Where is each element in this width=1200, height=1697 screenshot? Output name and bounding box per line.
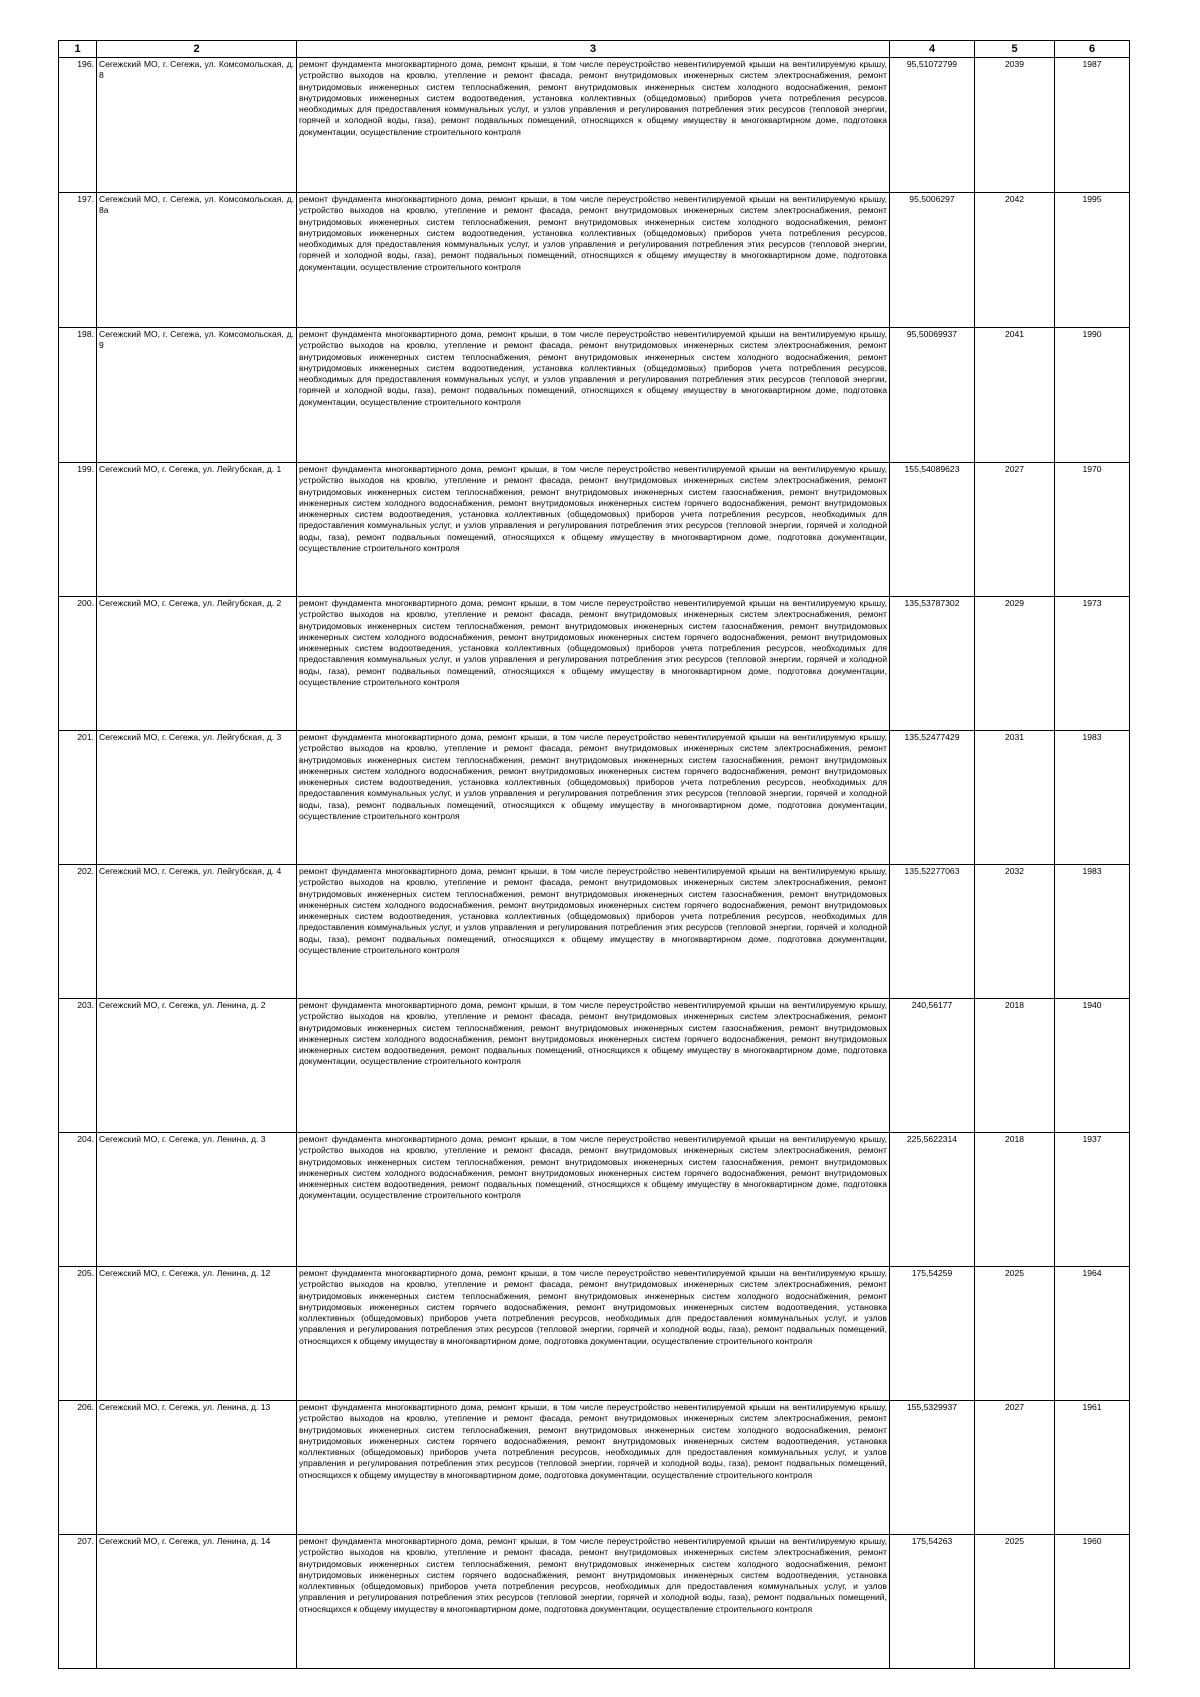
- row-address: Сегежский МО, г. Сегежа, ул. Комсомольская, д. 8а: [97, 193, 297, 328]
- header-col-3: 3: [297, 41, 890, 58]
- header-col-6: 6: [1055, 41, 1130, 58]
- row-cost: 135,52477429: [890, 731, 975, 865]
- table-row: [59, 193, 1130, 328]
- row-built-year: 1960: [1055, 1535, 1130, 1669]
- row-cost: 155,54089623: [890, 463, 975, 597]
- row-planned-year: 2039: [975, 58, 1055, 193]
- row-cost: 95,50069937: [890, 328, 975, 463]
- row-address: Сегежский МО, г. Сегежа, ул. Ленина, д. 13: [97, 1401, 297, 1535]
- row-cost: 155,5329937: [890, 1401, 975, 1535]
- row-cost: 175,54263: [890, 1535, 975, 1669]
- row-number: 200.: [59, 597, 97, 731]
- row-number: 203.: [59, 999, 97, 1133]
- row-cost: 135,53787302: [890, 597, 975, 731]
- table-row: [59, 1267, 1130, 1401]
- row-built-year: 1970: [1055, 463, 1130, 597]
- row-planned-year: 2027: [975, 463, 1055, 597]
- row-built-year: 1940: [1055, 999, 1130, 1133]
- row-number: 197.: [59, 193, 97, 328]
- row-planned-year: 2018: [975, 999, 1055, 1133]
- row-cost: 175,54259: [890, 1267, 975, 1401]
- row-address: Сегежский МО, г. Сегежа, ул. Ленина, д. 12: [97, 1267, 297, 1401]
- row-cost: 95,5006297: [890, 193, 975, 328]
- row-cost: 240,56177: [890, 999, 975, 1133]
- row-address: Сегежский МО, г. Сегежа, ул. Ленина, д. 2: [97, 999, 297, 1133]
- row-built-year: 1964: [1055, 1267, 1130, 1401]
- row-works: ремонт фундамента многоквартирного дома, ремонт крыши, в том числе переустройство невентилируемой крыши на вентилируемую крышу, устройство выходов на кровлю, утепление и ремонт фасада, ремонт внутридомовых инженерных систем электроснабжения, ремонт внутридомовых инженерных систем теплоснабжения, ремонт внутридомовых инженерных систем газоснабжения, ремонт внутридомовых инженерных систем холодного водоснабжения, ремонт внутридомовых инженерных систем горячего водоснабжения, ремонт внутридомовых инженерных систем водоотведения, ремонт подвальных помещений, относящихся к общему имуществу в многоквартирном доме, подготовка документации, осуществление строительного контроля: [297, 999, 890, 1133]
- row-built-year: 1973: [1055, 597, 1130, 731]
- row-works: ремонт фундамента многоквартирного дома, ремонт крыши, в том числе переустройство невентилируемой крыши на вентилируемую крышу, устройство выходов на кровлю, утепление и ремонт фасада, ремонт внутридомовых инженерных систем электроснабжения, ремонт внутридомовых инженерных систем теплоснабжения, ремонт внутридомовых инженерных систем холодного водоснабжения, ремонт внутридомовых инженерных систем водоотведения, установка коллективных (общедомовых) приборов учета потребления ресурсов, необходимых для предоставления коммунальных услуг, и узлов управления и регулирования потребления этих ресурсов (тепловой энергии, горячей и холодной воды, газа), ремонт подвальных помещений, относящихся к общему имуществу в многоквартирном доме, подготовка документации, осуществление строительного контроля: [297, 58, 890, 193]
- row-built-year: 1983: [1055, 731, 1130, 865]
- row-number: 207.: [59, 1535, 97, 1669]
- row-cost: 135,52277063: [890, 865, 975, 999]
- row-number: 199.: [59, 463, 97, 597]
- table-row: [59, 463, 1130, 597]
- row-cost: 95,51072799: [890, 58, 975, 193]
- row-works: ремонт фундамента многоквартирного дома, ремонт крыши, в том числе переустройство невентилируемой крыши на вентилируемую крышу, устройство выходов на кровлю, утепление и ремонт фасада, ремонт внутридомовых инженерных систем электроснабжения, ремонт внутридомовых инженерных систем теплоснабжения, ремонт внутридомовых инженерных систем газоснабжения, ремонт внутридомовых инженерных систем холодного водоснабжения, ремонт внутридомовых инженерных систем горячего водоснабжения, ремонт внутридомовых инженерных систем водоотведения, установка коллективных (общедомовых) приборов учета потребления ресурсов, необходимых для предоставления коммунальных услуг, и узлов управления и регулирования потребления этих ресурсов (тепловой энергии, горячей и холодной воды, газа), ремонт подвальных помещений, относящихся к общему имуществу в многоквартирном доме, подготовка документации, осуществление строительного контроля: [297, 865, 890, 999]
- row-planned-year: 2042: [975, 193, 1055, 328]
- row-built-year: 1990: [1055, 328, 1130, 463]
- header-col-2: 2: [97, 41, 297, 58]
- row-planned-year: 2027: [975, 1401, 1055, 1535]
- row-address: Сегежский МО, г. Сегежа, ул. Ленина, д. 3: [97, 1133, 297, 1267]
- table-row: [59, 1133, 1130, 1267]
- row-number: 198.: [59, 328, 97, 463]
- header-col-5: 5: [975, 41, 1055, 58]
- row-planned-year: 2041: [975, 328, 1055, 463]
- row-planned-year: 2032: [975, 865, 1055, 999]
- table-row: [59, 865, 1130, 999]
- row-works: ремонт фундамента многоквартирного дома, ремонт крыши, в том числе переустройство невентилируемой крыши на вентилируемую крышу, устройство выходов на кровлю, утепление и ремонт фасада, ремонт внутридомовых инженерных систем электроснабжения, ремонт внутридомовых инженерных систем теплоснабжения, ремонт внутридомовых инженерных систем холодного водоснабжения, ремонт внутридомовых инженерных систем горячего водоснабжения, ремонт внутридомовых инженерных систем водоотведения, установка коллективных (общедомовых) приборов учета потребления ресурсов, необходимых для предоставления коммунальных услуг, и узлов управления и регулирования потребления этих ресурсов (тепловой энергии, горячей и холодной воды, газа), ремонт подвальных помещений, относящихся к общему имуществу в многоквартирном доме, подготовка документации, осуществление строительного контроля: [297, 1267, 890, 1401]
- row-works: ремонт фундамента многоквартирного дома, ремонт крыши, в том числе переустройство невентилируемой крыши на вентилируемую крышу, устройство выходов на кровлю, утепление и ремонт фасада, ремонт внутридомовых инженерных систем электроснабжения, ремонт внутридомовых инженерных систем теплоснабжения, ремонт внутридомовых инженерных систем газоснабжения, ремонт внутридомовых инженерных систем холодного водоснабжения, ремонт внутридомовых инженерных систем горячего водоснабжения, ремонт внутридомовых инженерных систем водоотведения, установка коллективных (общедомовых) приборов учета потребления ресурсов, необходимых для предоставления коммунальных услуг, и узлов управления и регулирования потребления этих ресурсов (тепловой энергии, горячей и холодной воды, газа), ремонт подвальных помещений, относящихся к общему имуществу в многоквартирном доме, подготовка документации, осуществление строительного контроля: [297, 731, 890, 865]
- row-address: Сегежский МО, г. Сегежа, ул. Лейгубская, д. 4: [97, 865, 297, 999]
- row-planned-year: 2025: [975, 1267, 1055, 1401]
- row-cost: 225,5622314: [890, 1133, 975, 1267]
- row-address: Сегежский МО, г. Сегежа, ул. Комсомольская, д. 9: [97, 328, 297, 463]
- row-address: Сегежский МО, г. Сегежа, ул. Лейгубская, д. 3: [97, 731, 297, 865]
- table-row: [59, 328, 1130, 463]
- row-number: 201.: [59, 731, 97, 865]
- row-built-year: 1937: [1055, 1133, 1130, 1267]
- table-row: [59, 999, 1130, 1133]
- row-planned-year: 2025: [975, 1535, 1055, 1669]
- row-planned-year: 2031: [975, 731, 1055, 865]
- header-col-4: 4: [890, 41, 975, 58]
- table-row: [59, 1535, 1130, 1669]
- row-address: Сегежский МО, г. Сегежа, ул. Лейгубская, д. 1: [97, 463, 297, 597]
- table-row: [59, 58, 1130, 193]
- row-number: 202.: [59, 865, 97, 999]
- row-address: Сегежский МО, г. Сегежа, ул. Комсомольская, д. 8: [97, 58, 297, 193]
- table-row: [59, 1401, 1130, 1535]
- header-col-1: 1: [59, 41, 97, 58]
- header-row: [59, 41, 1130, 58]
- row-number: 196.: [59, 58, 97, 193]
- row-works: ремонт фундамента многоквартирного дома, ремонт крыши, в том числе переустройство невентилируемой крыши на вентилируемую крышу, устройство выходов на кровлю, утепление и ремонт фасада, ремонт внутридомовых инженерных систем электроснабжения, ремонт внутридомовых инженерных систем теплоснабжения, ремонт внутридомовых инженерных систем газоснабжения, ремонт внутридомовых инженерных систем холодного водоснабжения, ремонт внутридомовых инженерных систем горячего водоснабжения, ремонт внутридомовых инженерных систем водоотведения, ремонт подвальных помещений, относящихся к общему имуществу в многоквартирном доме, подготовка документации, осуществление строительного контроля: [297, 1133, 890, 1267]
- row-built-year: 1995: [1055, 193, 1130, 328]
- row-works: ремонт фундамента многоквартирного дома, ремонт крыши, в том числе переустройство невентилируемой крыши на вентилируемую крышу, устройство выходов на кровлю, утепление и ремонт фасада, ремонт внутридомовых инженерных систем электроснабжения, ремонт внутридомовых инженерных систем теплоснабжения, ремонт внутридомовых инженерных систем газоснабжения, ремонт внутридомовых инженерных систем холодного водоснабжения, ремонт внутридомовых инженерных систем горячего водоснабжения, ремонт внутридомовых инженерных систем водоотведения, установка коллективных (общедомовых) приборов учета потребления ресурсов, необходимых для предоставления коммунальных услуг, и узлов управления и регулирования потребления этих ресурсов (тепловой энергии, горячей и холодной воды, газа), ремонт подвальных помещений, относящихся к общему имуществу в многоквартирном доме, подготовка документации, осуществление строительного контроля: [297, 463, 890, 597]
- row-works: ремонт фундамента многоквартирного дома, ремонт крыши, в том числе переустройство невентилируемой крыши на вентилируемую крышу, устройство выходов на кровлю, утепление и ремонт фасада, ремонт внутридомовых инженерных систем электроснабжения, ремонт внутридомовых инженерных систем теплоснабжения, ремонт внутридомовых инженерных систем холодного водоснабжения, ремонт внутридомовых инженерных систем горячего водоснабжения, ремонт внутридомовых инженерных систем водоотведения, установка коллективных (общедомовых) приборов учета потребления ресурсов, необходимых для предоставления коммунальных услуг, и узлов управления и регулирования потребления этих ресурсов (тепловой энергии, горячей и холодной воды, газа), ремонт подвальных помещений, относящихся к общему имуществу в многоквартирном доме, подготовка документации, осуществление строительного контроля: [297, 1535, 890, 1669]
- table-row: [59, 597, 1130, 731]
- row-address: Сегежский МО, г. Сегежа, ул. Ленина, д. 14: [97, 1535, 297, 1669]
- row-built-year: 1983: [1055, 865, 1130, 999]
- row-number: 204.: [59, 1133, 97, 1267]
- row-number: 206.: [59, 1401, 97, 1535]
- row-address: Сегежский МО, г. Сегежа, ул. Лейгубская, д. 2: [97, 597, 297, 731]
- row-works: ремонт фундамента многоквартирного дома, ремонт крыши, в том числе переустройство невентилируемой крыши на вентилируемую крышу, устройство выходов на кровлю, утепление и ремонт фасада, ремонт внутридомовых инженерных систем электроснабжения, ремонт внутридомовых инженерных систем теплоснабжения, ремонт внутридомовых инженерных систем газоснабжения, ремонт внутридомовых инженерных систем холодного водоснабжения, ремонт внутридомовых инженерных систем горячего водоснабжения, ремонт внутридомовых инженерных систем водоотведения, установка коллективных (общедомовых) приборов учета потребления ресурсов, необходимых для предоставления коммунальных услуг, и узлов управления и регулирования потребления этих ресурсов (тепловой энергии, горячей и холодной воды, газа), ремонт подвальных помещений, относящихся к общему имуществу в многоквартирном доме, подготовка документации, осуществление строительного контроля: [297, 597, 890, 731]
- row-works: ремонт фундамента многоквартирного дома, ремонт крыши, в том числе переустройство невентилируемой крыши на вентилируемую крышу, устройство выходов на кровлю, утепление и ремонт фасада, ремонт внутридомовых инженерных систем электроснабжения, ремонт внутридомовых инженерных систем теплоснабжения, ремонт внутридомовых инженерных систем холодного водоснабжения, ремонт внутридомовых инженерных систем водоотведения, установка коллективных (общедомовых) приборов учета потребления ресурсов, необходимых для предоставления коммунальных услуг, и узлов управления и регулирования потребления этих ресурсов (тепловой энергии, горячей и холодной воды, газа), ремонт подвальных помещений, относящихся к общему имуществу в многоквартирном доме, подготовка документации, осуществление строительного контроля: [297, 193, 890, 328]
- row-built-year: 1987: [1055, 58, 1130, 193]
- row-works: ремонт фундамента многоквартирного дома, ремонт крыши, в том числе переустройство невентилируемой крыши на вентилируемую крышу, устройство выходов на кровлю, утепление и ремонт фасада, ремонт внутридомовых инженерных систем электроснабжения, ремонт внутридомовых инженерных систем теплоснабжения, ремонт внутридомовых инженерных систем холодного водоснабжения, ремонт внутридомовых инженерных систем водоотведения, установка коллективных (общедомовых) приборов учета потребления ресурсов, необходимых для предоставления коммунальных услуг, и узлов управления и регулирования потребления этих ресурсов (тепловой энергии, горячей и холодной воды, газа), ремонт подвальных помещений, относящихся к общему имуществу в многоквартирном доме, подготовка документации, осуществление строительного контроля: [297, 328, 890, 463]
- capital-repair-table: [58, 40, 1130, 1669]
- row-number: 205.: [59, 1267, 97, 1401]
- table-row: [59, 731, 1130, 865]
- row-works: ремонт фундамента многоквартирного дома, ремонт крыши, в том числе переустройство невентилируемой крыши на вентилируемую крышу, устройство выходов на кровлю, утепление и ремонт фасада, ремонт внутридомовых инженерных систем электроснабжения, ремонт внутридомовых инженерных систем теплоснабжения, ремонт внутридомовых инженерных систем холодного водоснабжения, ремонт внутридомовых инженерных систем горячего водоснабжения, ремонт внутридомовых инженерных систем водоотведения, установка коллективных (общедомовых) приборов учета потребления ресурсов, необходимых для предоставления коммунальных услуг, и узлов управления и регулирования потребления этих ресурсов (тепловой энергии, горячей и холодной воды, газа), ремонт подвальных помещений, относящихся к общему имуществу в многоквартирном доме, подготовка документации, осуществление строительного контроля: [297, 1401, 890, 1535]
- row-planned-year: 2018: [975, 1133, 1055, 1267]
- row-planned-year: 2029: [975, 597, 1055, 731]
- row-built-year: 1961: [1055, 1401, 1130, 1535]
